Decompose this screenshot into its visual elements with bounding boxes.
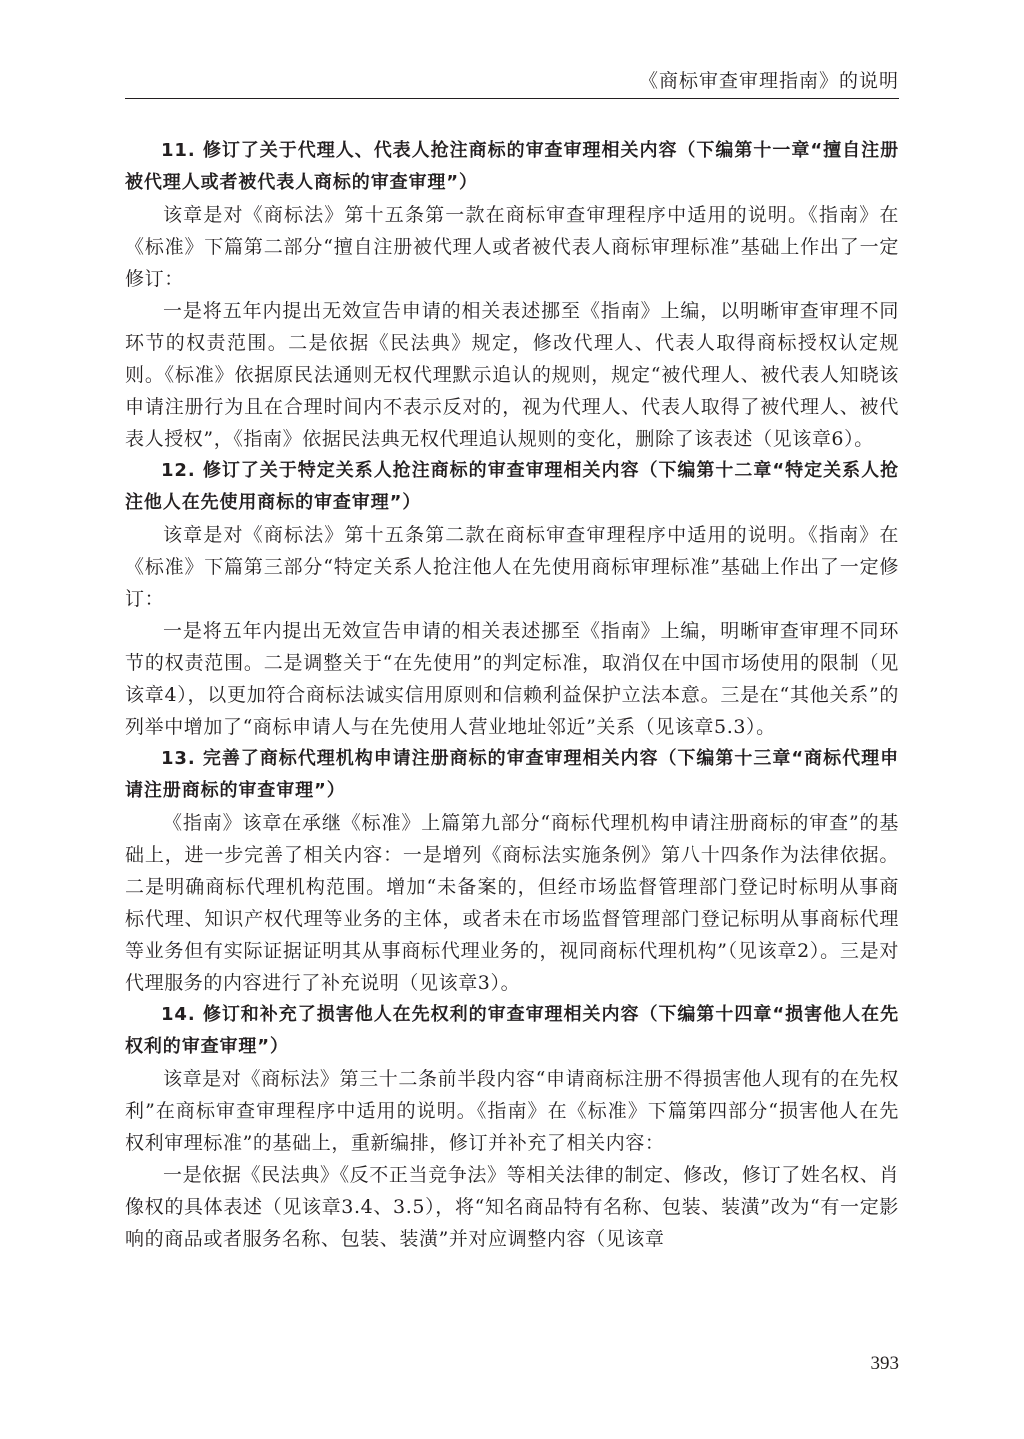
running-header: 《商标审查审理指南》的说明	[638, 70, 899, 92]
section-heading-11: 11. 修订了关于代理人、代表人抢注商标的审查审理相关内容（下编第十一章“擅自注册被代理人或者被代表人商标的审查审理”）	[125, 140, 899, 193]
section-heading-13: 13. 完善了商标代理机构申请注册商标的审查审理相关内容（下编第十三章“商标代理申请注册商标的审查审理”）	[125, 748, 899, 801]
body-text	[125, 135, 899, 1255]
paragraph: 该章是对《商标法》第十五条第一款在商标审查审理程序中适用的说明。《指南》在《标准》下篇第二部分“擅自注册被代理人或者被代表人商标审理标准”基础上作出了一定修订：	[125, 204, 899, 290]
paragraph: 该章是对《商标法》第十五条第二款在商标审查审理程序中适用的说明。《指南》在《标准》下篇第三部分“特定关系人抢注他人在先使用商标审理标准”基础上作出了一定修订：	[125, 524, 899, 610]
paragraph: 一是将五年内提出无效宣告申请的相关表述挪至《指南》上编，明晰审查审理不同环节的权责范围。二是调整关于“在先使用”的判定标准，取消仅在中国市场使用的限制（见该章4），以更加符合商标法诚实信用原则和信赖利益保护立法本意。三是在“其他关系”的列举中增加了“商标申请人与在先使用人营业地址邻近”关系（见该章5.3）。	[125, 620, 899, 738]
paragraph: 《指南》该章在承继《标准》上篇第九部分“商标代理机构申请注册商标的审查”的基础上，进一步完善了相关内容：一是增列《商标法实施条例》第八十四条作为法律依据。二是明确商标代理机构范围。增加“未备案的，但经市场监督管理部门登记时标明从事商标代理、知识产权代理等业务的主体，或者未在市场监督管理部门登记标明从事商标代理等业务但有实际证据证明其从事商标代理业务的，视同商标代理机构”（见该章2）。三是对代理服务的内容进行了补充说明（见该章3）。	[125, 812, 899, 994]
paragraph: 一是依据《民法典》《反不正当竞争法》等相关法律的制定、修改，修订了姓名权、肖像权的具体表述（见该章3.4、3.5），将“知名商品特有名称、包装、装潢”改为“有一定影响的商品或者服务名称、包装、装潢”并对应调整内容（见该章	[125, 1164, 899, 1250]
paragraph: 一是将五年内提出无效宣告申请的相关表述挪至《指南》上编，以明晰审查审理不同环节的权责范围。二是依据《民法典》规定，修改代理人、代表人取得商标授权认定规则。《标准》依据原民法通则无权代理默示追认的规则，规定“被代理人、被代表人知晓该申请注册行为且在合理时间内不表示反对的，视为代理人、代表人取得了被代理人、被代表人授权”，《指南》依据民法典无权代理追认规则的变化，删除了该表述（见该章6）。	[125, 300, 899, 450]
header-rule	[125, 98, 899, 99]
page-number: 393	[870, 1353, 899, 1374]
paragraph: 该章是对《商标法》第三十二条前半段内容“申请商标注册不得损害他人现有的在先权利”在商标审查审理程序中适用的说明。《指南》在《标准》下篇第四部分“损害他人在先权利审理标准”的基础上，重新编排，修订并补充了相关内容：	[125, 1068, 899, 1154]
section-heading-12: 12. 修订了关于特定关系人抢注商标的审查审理相关内容（下编第十二章“特定关系人抢注他人在先使用商标的审查审理”）	[125, 460, 899, 513]
section-heading-14: 14. 修订和补充了损害他人在先权利的审查审理相关内容（下编第十四章“损害他人在先权利的审查审理”）	[125, 1004, 899, 1057]
